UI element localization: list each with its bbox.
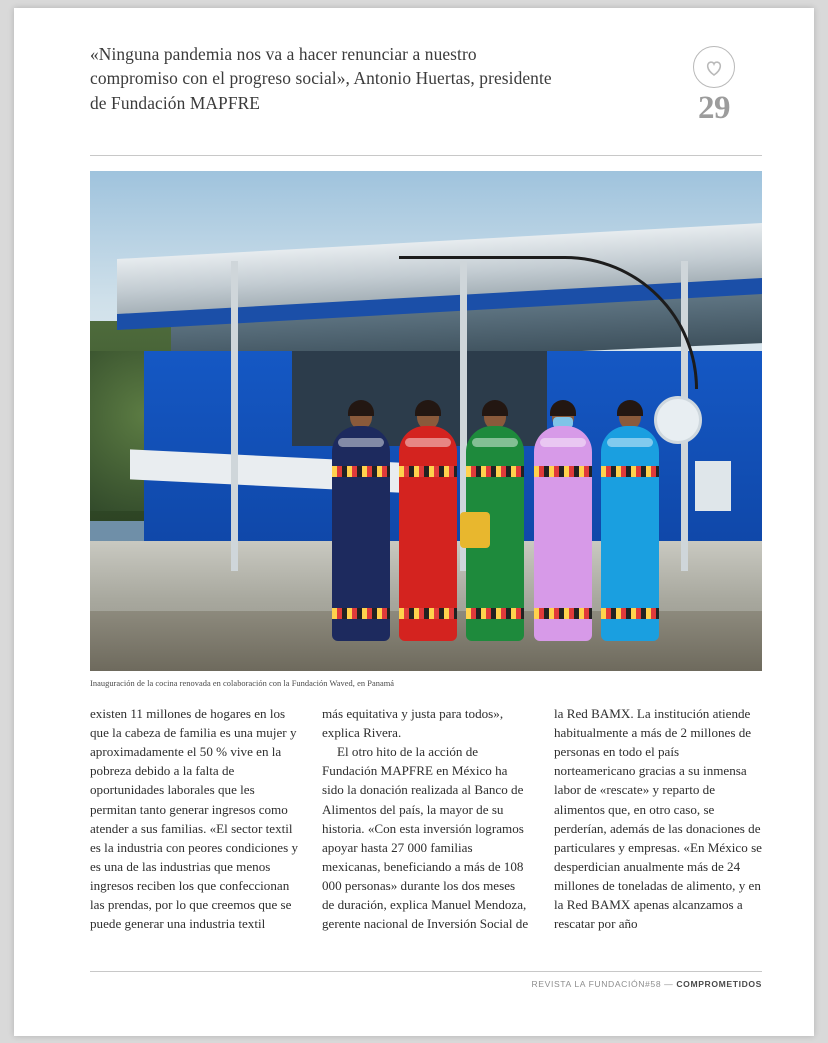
paragraph: la Red BAMX. La institución atiende habitualmente a más de 2 millones de personas en todo el país norteamericano gracias a su inmensa labor de «rescate» y reparto de alimentos que, en otro caso, se perderían, además de las donaciones de particulares y empresas. «En México se desperdician anualmente más de 24 millones de toneladas de alimento, y en la Red BAMX apenas alcanzamos a rescatar por año [554, 706, 762, 932]
article-figure [90, 171, 762, 688]
person-trim-upper [601, 466, 659, 477]
person-trim-lower [466, 608, 524, 619]
footer-divider [90, 971, 762, 972]
photo-person-5 [601, 403, 659, 641]
paragraph: más equitativa y justa para todos», explica Rivera. [322, 706, 504, 741]
person-trim-lower [399, 608, 457, 619]
text-column-2 [322, 704, 530, 933]
person-hair [550, 400, 576, 416]
person-hair [348, 400, 374, 416]
footer-publication: REVISTA LA FUNDACIÓN#58 — [531, 979, 674, 989]
person-trim-upper [332, 466, 390, 477]
text-column-3 [554, 704, 762, 933]
photo-person-1 [332, 403, 390, 641]
photo-wall-panel [695, 461, 731, 511]
page-header [90, 42, 762, 125]
person-collar [472, 438, 518, 447]
person-hair [415, 400, 441, 416]
page-footer [90, 971, 762, 989]
person-bag [460, 512, 490, 548]
person-trim-lower [332, 608, 390, 619]
person-dress [466, 426, 524, 641]
person-hair [482, 400, 508, 416]
person-collar [405, 438, 451, 447]
person-dress [534, 426, 592, 641]
footer-section: COMPROMETIDOS [676, 979, 762, 989]
page-number: 29 [698, 90, 730, 126]
person-collar [540, 438, 586, 447]
article-body [90, 704, 762, 933]
photo-person-3 [466, 403, 524, 641]
paragraph: existen 11 millones de hogares en los que la cabeza de familia es una mujer y aproximadamente el 50 % vive en la pobreza debido a la falta de oportunidades laborales que les permitan tanto generar ingresos como atender a sus familias. «El sector textil es la industria con peores condiciones y es una de las industrias que menos ingresos reciben los que confeccionan las prendas, por lo que creemos que se puede generar una industria textil [90, 706, 298, 932]
figure-caption: Inauguración de la cocina renovada en colaboración con la Fundación Waved, en Panamá [90, 679, 395, 688]
person-collar [338, 438, 384, 447]
paragraph: El otro hito de la acción de Fundación MAPFRE en México ha sido la donación realizada al Banco de Alimentos del país, la mayor de su historia. «Con esta inversión logramos apoyar hasta 27 000 familias mexicanas, beneficiando a más de 108 000 personas» durante los dos meses de duración, explica Manuel Mendoza, gerente nacional de Inversión Social de [322, 744, 529, 932]
person-dress [332, 426, 390, 641]
page-title: «Ninguna pandemia nos va a hacer renunciar a nuestro compromiso con el progreso social», Antonio Huertas, presidente de Fundación MAPFRE [90, 44, 552, 113]
person-trim-upper [466, 466, 524, 477]
person-dress [399, 426, 457, 641]
footer-line [90, 979, 762, 989]
person-dress [601, 426, 659, 641]
person-collar [607, 438, 653, 447]
fundacion-mapfre-heart-icon [693, 46, 735, 88]
photo-person-2 [399, 403, 457, 641]
person-trim-upper [534, 466, 592, 477]
article-photo [90, 171, 762, 671]
person-hair [617, 400, 643, 416]
photo-post-left [231, 261, 238, 571]
header-page-marker [666, 42, 762, 125]
text-column-1 [90, 704, 298, 933]
header-divider [90, 155, 762, 156]
person-trim-upper [399, 466, 457, 477]
page-content [90, 42, 762, 933]
document-page [14, 8, 814, 1036]
person-trim-lower [534, 608, 592, 619]
person-trim-lower [601, 608, 659, 619]
photo-person-4 [534, 403, 592, 641]
